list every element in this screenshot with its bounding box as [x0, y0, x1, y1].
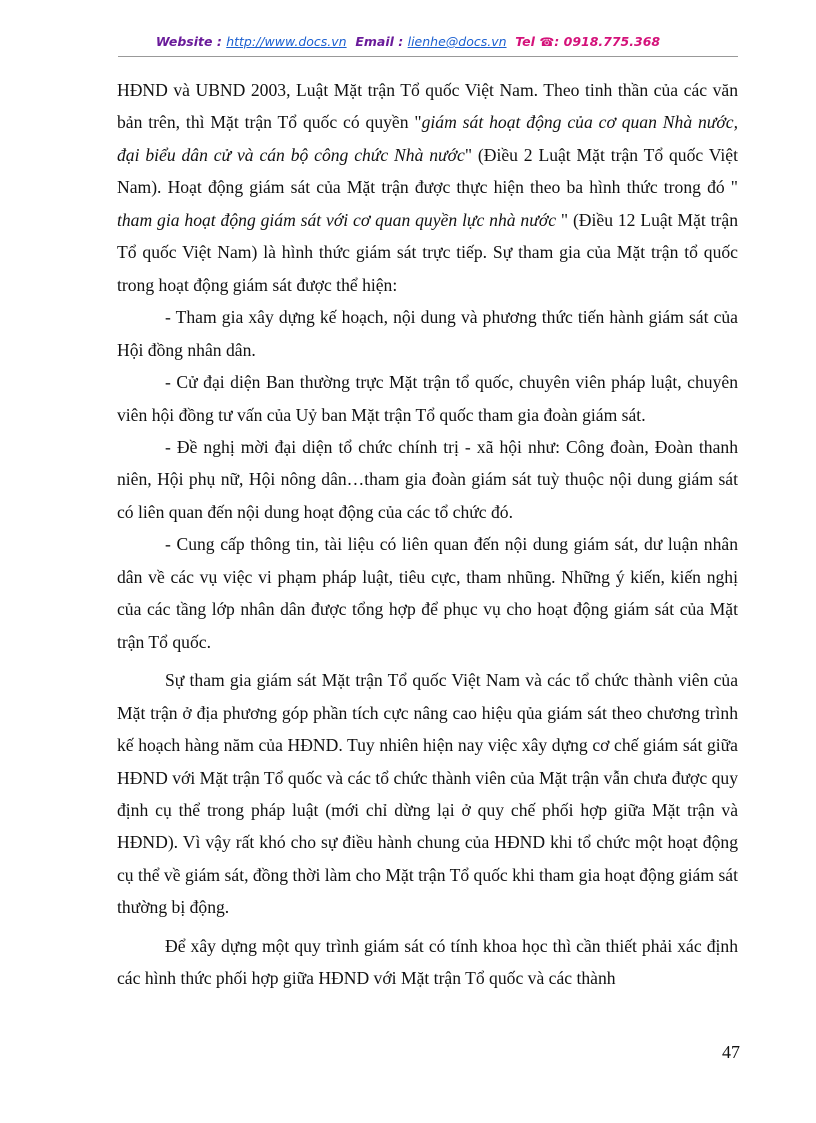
quote-article-2: giám sát hoạt động của cơ quan Nhà nước, đại biểu dân cử và cán bộ công chức Nhà nước [117, 112, 738, 165]
tel-label: Tel [515, 34, 535, 49]
email-label: Email : [355, 34, 404, 49]
bullet-item-1: - Tham gia xây dựng kế hoạch, nội dung và phương thức tiến hành giám sát của Hội đồng nhân dân. [117, 307, 738, 360]
paragraph-participation: Sự tham gia giám sát Mặt trận Tổ quốc Việt Nam và các tổ chức thành viên của Mặt trận ở địa phương góp phần tích cực nâng cao hiệu qủa giám sát theo chương trình kế hoạch hàng năm của HĐND. Tuy nhiên hiện nay việc xây dựng cơ chế giám sát giữa HĐND với Mặt trận Tổ quốc và các tổ chức thành viên của Mặt trận vẫn chưa được quy định cụ thể trong pháp luật (mới chỉ dừng lại ở quy chế phối hợp giữa Mặt trận và HĐND). Vì vậy rất khó cho sự điều hành chung của HĐND khi tổ chức một hoạt động cụ thể về giám sát, đồng thời làm cho Mặt trận Tổ quốc khi tham gia hoạt động giám sát thường bị động. [117, 670, 738, 918]
phone-icon: ☎ [539, 35, 555, 49]
paragraph-intro: HĐND và UBND 2003, Luật Mặt trận Tổ quốc Việt Nam. Theo tinh thần của các văn bản trên, thì Mặt trận Tổ quốc có quyền "giám sát hoạt động của cơ quan Nhà nước, đại biểu dân cử và cán bộ công chức Nhà nước" (Điều 2 Luật Mặt trận Tổ quốc Việt Nam). Hoạt động giám sát của Mặt trận được thực hiện theo ba hình thức trong đó " tham gia hoạt động giám sát với cơ quan quyền lực nhà nước " (Điều 12 Luật Mặt trận Tổ quốc Việt Nam) là hình thức giám sát trực tiếp. Sự tham gia của Mặt trận tổ quốc trong hoạt động giám sát được thể hiện: [117, 80, 738, 295]
bullet-item-3: - Đề nghị mời đại diện tổ chức chính trị - xã hội như: Công đoàn, Đoàn thanh niên, Hội phụ nữ, Hội nông dân…tham gia đoàn giám sát tuỳ thuộc nội dung giám sát có liên quan đến nội dung hoạt động của các tổ chức đó. [117, 436, 738, 522]
bullet-item-2: - Cử đại diện Ban thường trực Mặt trận tổ quốc, chuyên viên pháp luật, chuyên viên hội đồng tư vấn của Uỷ ban Mặt trận Tổ quốc tham gia đoàn giám sát. [117, 372, 738, 425]
page-header [0, 34, 816, 49]
website-link[interactable]: http://www.docs.vn [226, 34, 347, 49]
paragraph-procedure: Để xây dựng một quy trình giám sát có tính khoa học thì cần thiết phải xác định các hình thức phối hợp giữa HĐND với Mặt trận Tổ quốc và các thành [117, 935, 738, 989]
quote-article-12: tham gia hoạt động giám sát với cơ quan quyền lực nhà nước [117, 209, 561, 230]
email-link[interactable]: lienhe@docs.vn [407, 34, 507, 49]
page-number: 47 [722, 1042, 740, 1062]
header-divider [118, 56, 738, 57]
document-body [117, 74, 738, 995]
bullet-item-4: - Cung cấp thông tin, tài liệu có liên quan đến nội dung giám sát, dư luận nhân dân về các vụ việc vi phạm pháp luật, tiêu cực, tham nhũng. Những ý kiến, kiến nghị của các tầng lớp nhân dân được tổng hợp để phục vụ cho hoạt động giám sát của Mặt trận Tổ quốc. [117, 534, 738, 652]
tel-number: : 0918.775.368 [554, 34, 661, 49]
website-label: Website : [155, 34, 222, 49]
